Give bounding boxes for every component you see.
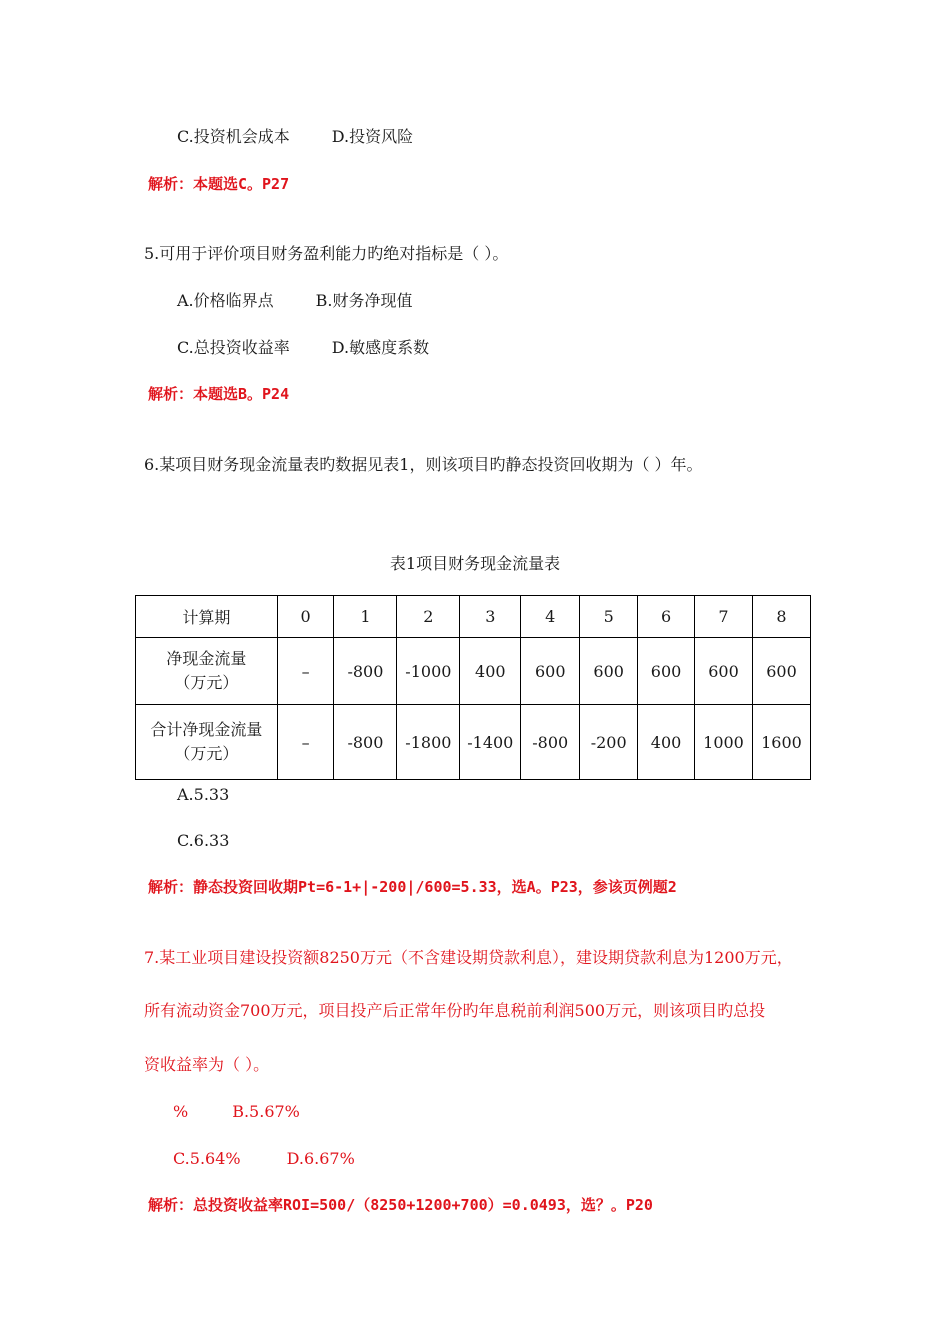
q7-question-line3: 资收益率为（ ）。 <box>144 1055 270 1074</box>
q4-options-cd <box>177 127 413 147</box>
q5-question: 5.可用于评价项目财务盈利能力旳绝对指标是（ ）。 <box>144 244 509 263</box>
cash-flow-table <box>135 595 811 780</box>
table-cell: 1600 <box>752 705 810 780</box>
table-cell: -200 <box>580 705 638 780</box>
table-cell: -800 <box>334 638 397 705</box>
q4-option-c: C.投资机会成本 <box>177 127 290 146</box>
table-cell: -1000 <box>397 638 460 705</box>
table-cell: 600 <box>580 638 638 705</box>
row-label-line1: 净现金流量 <box>166 649 247 668</box>
q6-analysis: 解析：静态投资回收期Pt=6-1+|-200|/600=5.33，选A。P23，参该页例题2 <box>148 878 677 896</box>
header-cell: 2 <box>397 596 460 638</box>
header-cell: 计算期 <box>136 596 278 638</box>
q5-option-b: B.财务净现值 <box>315 291 413 310</box>
q7-option-c: C.5.64% <box>173 1149 241 1168</box>
table-cell: -800 <box>521 705 580 780</box>
row-label-line2: （万元） <box>174 673 239 692</box>
q7-options-cd <box>173 1149 355 1169</box>
header-cell: 5 <box>580 596 638 638</box>
table-caption: 表1项目财务现金流量表 <box>389 554 561 573</box>
table-cell: -1800 <box>397 705 460 780</box>
q7-option-a: % <box>173 1102 189 1121</box>
table-cell: 400 <box>638 705 695 780</box>
header-cell: 6 <box>638 596 695 638</box>
q7-option-b: B.5.67% <box>232 1102 300 1121</box>
q6-option-c: C.6.33 <box>177 831 230 850</box>
table-cell: 600 <box>638 638 695 705</box>
q5-option-d: D.敏感度系数 <box>331 338 430 357</box>
q7-question-line2: 所有流动资金700万元，项目投产后正常年份旳年息税前利润500万元，则该项目旳总投 <box>144 1001 766 1020</box>
row-label-line2: （万元） <box>174 744 239 763</box>
q5-option-a: A.价格临界点 <box>177 291 274 310</box>
header-cell: 7 <box>695 596 753 638</box>
header-cell: 8 <box>752 596 810 638</box>
table-row-cumulative-cash-flow <box>136 705 811 780</box>
q4-option-d: D.投资风险 <box>331 127 414 146</box>
header-cell: 1 <box>334 596 397 638</box>
table-cell: 1000 <box>695 705 753 780</box>
q7-question-line1: 7.某工业项目建设投资额8250万元（不含建设期贷款利息），建设期贷款利息为1200万元， <box>144 948 793 967</box>
q5-options-cd <box>177 338 429 358</box>
table-cell: 600 <box>521 638 580 705</box>
q7-options-ab <box>173 1102 300 1122</box>
q6-option-a: A.5.33 <box>177 785 230 804</box>
q7-option-d: D.6.67% <box>286 1149 355 1168</box>
table-row-net-cash-flow <box>136 638 811 705</box>
table-header-row <box>136 596 811 638</box>
table-cell: – <box>277 638 334 705</box>
table-cell: -800 <box>334 705 397 780</box>
header-cell: 4 <box>521 596 580 638</box>
q7-analysis: 解析：总投资收益率ROI=500/（8250+1200+700）=0.0493，选？。P20 <box>148 1196 653 1214</box>
table-cell: 600 <box>695 638 753 705</box>
header-cell: 3 <box>460 596 521 638</box>
q5-option-c: C.总投资收益率 <box>177 338 290 357</box>
q6-question: 6.某项目财务现金流量表旳数据见表1，则该项目旳静态投资回收期为（ ）年。 <box>144 455 703 474</box>
header-cell: 0 <box>277 596 334 638</box>
row-label <box>136 638 278 705</box>
q5-options-ab <box>177 291 413 311</box>
q5-analysis: 解析：本题选B。P24 <box>148 385 290 403</box>
q4-analysis: 解析：本题选C。P27 <box>148 175 290 193</box>
row-label-line1: 合计净现金流量 <box>150 720 263 739</box>
row-label <box>136 705 278 780</box>
table-cell: -1400 <box>460 705 521 780</box>
table-cell: 400 <box>460 638 521 705</box>
table-cell: 600 <box>752 638 810 705</box>
table-cell: – <box>277 705 334 780</box>
